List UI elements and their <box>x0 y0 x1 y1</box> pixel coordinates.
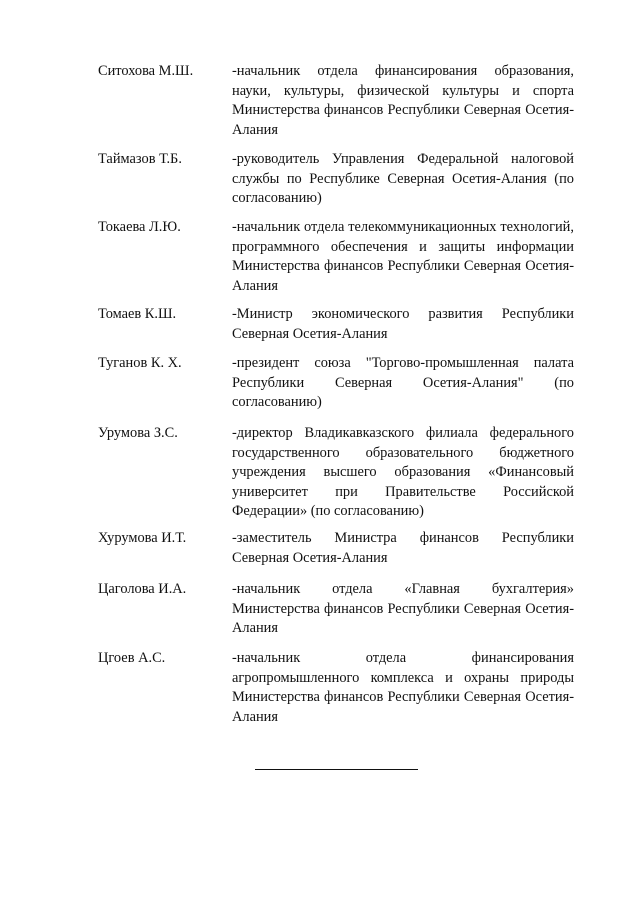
member-name: Туганов К. Х. <box>98 355 182 371</box>
member-name: Таймазов Т.Б. <box>98 151 182 167</box>
member-name: Токаева Л.Ю. <box>98 219 181 235</box>
member-position: -президент союза "Торгово-промышленная палата Республики Северная Осетия-Алания" (по согласованию) <box>232 355 574 410</box>
member-entry <box>98 580 574 639</box>
member-entry <box>98 150 574 209</box>
member-entry <box>98 424 574 522</box>
member-position: -начальник отдела телекоммуникационных технологий, программного обеспечения и защиты информации Министерства финансов Республики Северная Осетия-Алания <box>232 219 574 294</box>
member-name: Хурумова И.Т. <box>98 530 187 546</box>
member-name: Урумова З.С. <box>98 425 178 441</box>
member-entry <box>98 305 574 344</box>
member-entry <box>98 649 574 727</box>
member-name: Томаев К.Ш. <box>98 306 177 322</box>
member-name: Ситохова М.Ш. <box>98 63 194 79</box>
member-position: -начальник отдела финансирования агропромышленного комплекса и охраны природы Министерства финансов Республики Северная Осетия-Алания <box>232 650 574 725</box>
closing-divider-line <box>255 769 418 770</box>
member-entry <box>98 218 574 296</box>
member-entry <box>98 354 574 413</box>
member-position: -директор Владикавказского филиала федерального государственного образовательного бюджетного учреждения высшего образования «Финансовый университет при Правительстве Российской Федерации» (по согласованию) <box>232 425 574 519</box>
member-position: -начальник отдела «Главная бухгалтерия» Министерства финансов Республики Северная Осетия-Алания <box>232 581 574 636</box>
member-entry <box>98 529 574 568</box>
member-name: Цаголова И.А. <box>98 581 187 597</box>
member-name: Цгоев А.С. <box>98 650 166 666</box>
member-position: -заместитель Министра финансов Республики Северная Осетия-Алания <box>232 530 574 566</box>
member-position: -Министр экономического развития Республики Северная Осетия-Алания <box>232 306 574 342</box>
member-position: -начальник отдела финансирования образования, науки, культуры, физической культуры и спорта Министерства финансов Республики Северная Осетия-Алания <box>232 63 574 138</box>
member-entry <box>98 62 574 140</box>
member-position: -руководитель Управления Федеральной налоговой службы по Республике Северная Осетия-Алания (по согласованию) <box>232 151 574 206</box>
